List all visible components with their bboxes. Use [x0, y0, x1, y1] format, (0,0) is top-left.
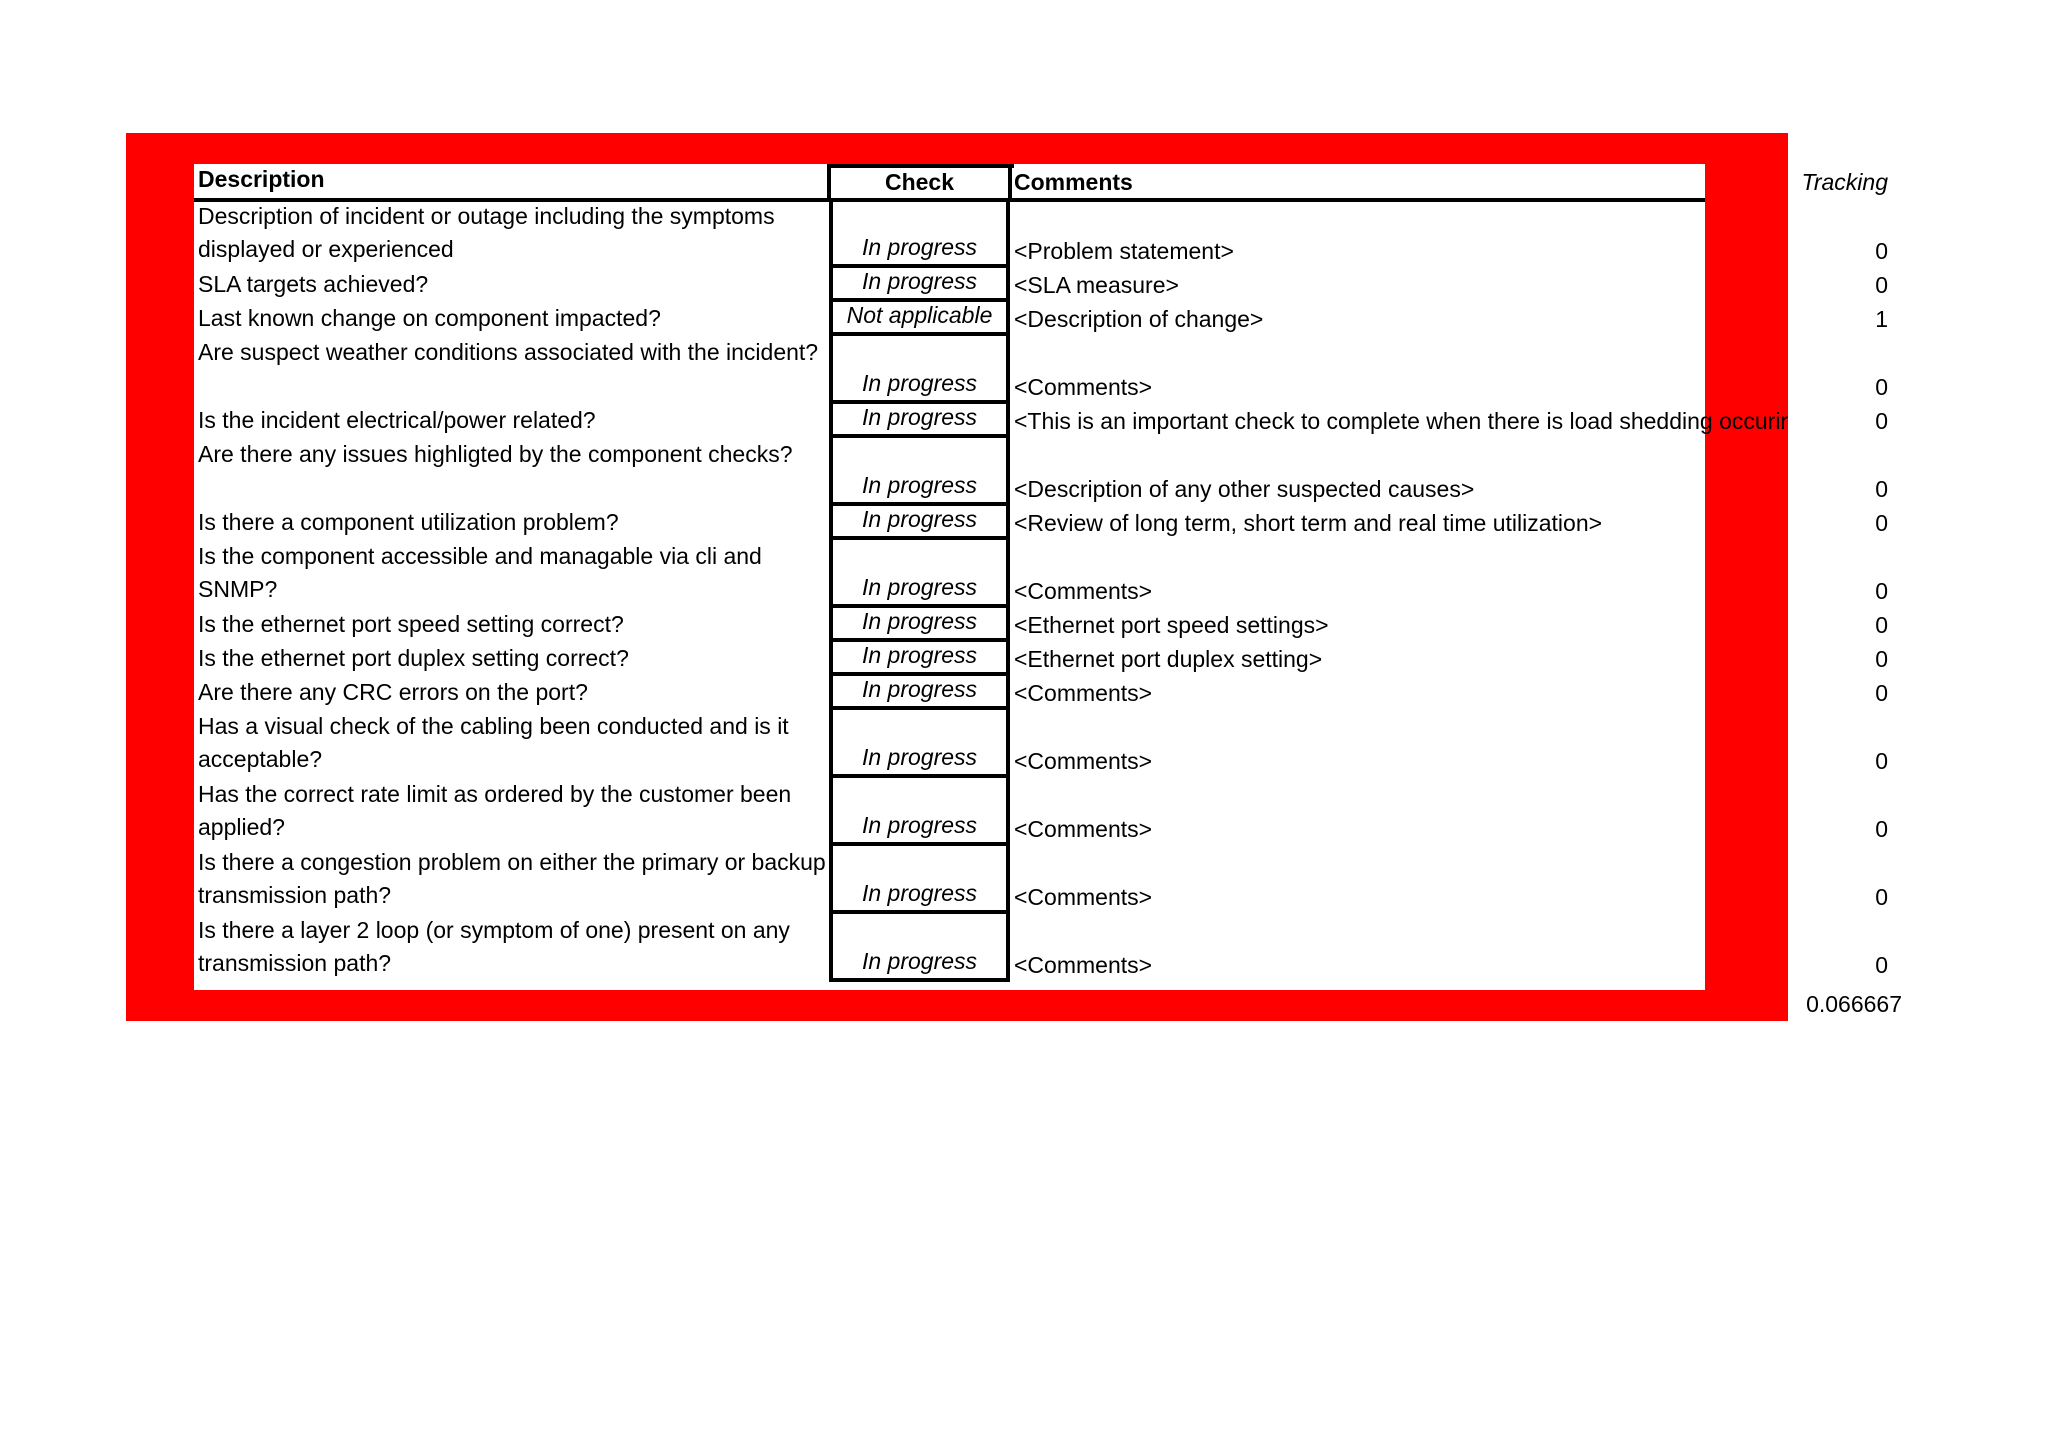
- row-tracking-value: 0: [1875, 272, 1888, 298]
- row-tracking-value: 0: [1875, 476, 1888, 502]
- header-top-border: [829, 164, 1014, 168]
- row-tracking-value: 0: [1875, 612, 1888, 638]
- row-check-status[interactable]: In progress: [829, 642, 1010, 676]
- row-check-status[interactable]: In progress: [829, 200, 1010, 268]
- row-description: SLA targets achieved?: [198, 271, 429, 297]
- row-comment: <Problem statement>: [1014, 238, 1234, 264]
- row-check-status[interactable]: In progress: [829, 778, 1010, 846]
- header-tracking: Tracking: [1801, 169, 1888, 195]
- row-check-status[interactable]: In progress: [829, 676, 1010, 710]
- row-tracking-value: 0: [1875, 680, 1888, 706]
- row-comment: <Comments>: [1014, 952, 1153, 978]
- row-check-status[interactable]: In progress: [829, 914, 1010, 982]
- row-comment: <Comments>: [1014, 374, 1153, 400]
- row-comment: <Comments>: [1014, 680, 1153, 706]
- row-description: Has a visual check of the cabling been conducted and is it acceptable?: [198, 713, 789, 772]
- row-comment: <Review of long term, short term and real time utilization>: [1014, 510, 1603, 536]
- row-description: Is there a component utilization problem?: [198, 509, 619, 535]
- row-check-status[interactable]: In progress: [829, 268, 1010, 302]
- row-comment: <Ethernet port speed settings>: [1014, 612, 1329, 638]
- row-tracking-value: 0: [1875, 884, 1888, 910]
- row-comment: <Description of any other suspected causes>: [1014, 476, 1475, 502]
- row-comment: <Comments>: [1014, 816, 1153, 842]
- row-tracking-value: 0: [1875, 578, 1888, 604]
- row-comment: <This is an important check to complete when there is load shedding occurir: [1014, 408, 1789, 434]
- row-description: Is the ethernet port duplex setting correct?: [198, 645, 629, 671]
- header-check: Check: [884, 169, 955, 195]
- header-comments: Comments: [1014, 169, 1133, 195]
- row-description: Is there a layer 2 loop (or symptom of one) present on any transmission path?: [198, 917, 790, 976]
- row-description: Description of incident or outage including the symptoms displayed or experienced: [198, 203, 775, 262]
- row-description: Is the incident electrical/power related?: [198, 407, 596, 433]
- row-check-status[interactable]: In progress: [829, 438, 1010, 506]
- row-tracking-value: 0: [1875, 816, 1888, 842]
- row-description: Are suspect weather conditions associated with the incident?: [198, 339, 819, 365]
- row-comment: <SLA measure>: [1014, 272, 1179, 298]
- row-tracking-value: 0: [1875, 748, 1888, 774]
- header-left-divider: [827, 164, 831, 200]
- row-check-status[interactable]: In progress: [829, 608, 1010, 642]
- tracking-total: 0.066667: [1806, 991, 1902, 1017]
- row-check-status[interactable]: In progress: [829, 846, 1010, 914]
- row-tracking-value: 0: [1875, 952, 1888, 978]
- row-description: Last known change on component impacted?: [198, 305, 661, 331]
- row-tracking-value: 1: [1875, 306, 1888, 332]
- row-comment: <Comments>: [1014, 578, 1153, 604]
- row-description: Is there a congestion problem on either the primary or backup transmission path?: [198, 849, 826, 908]
- row-tracking-value: 0: [1875, 646, 1888, 672]
- row-check-status[interactable]: In progress: [829, 336, 1010, 404]
- row-check-status[interactable]: In progress: [829, 506, 1010, 540]
- row-description: Are there any issues highligted by the component checks?: [198, 441, 793, 467]
- row-check-status[interactable]: In progress: [829, 540, 1010, 608]
- row-check-status[interactable]: In progress: [829, 404, 1010, 438]
- header-right-divider: [1008, 164, 1012, 200]
- row-check-status[interactable]: Not applicable: [829, 302, 1010, 336]
- row-comment: <Comments>: [1014, 748, 1153, 774]
- header-description: Description: [198, 166, 325, 192]
- row-tracking-value: 0: [1875, 374, 1888, 400]
- row-comment: <Ethernet port duplex setting>: [1014, 646, 1323, 672]
- row-description: Are there any CRC errors on the port?: [198, 679, 588, 705]
- row-tracking-value: 0: [1875, 510, 1888, 536]
- row-comment: <Comments>: [1014, 884, 1153, 910]
- row-comment: <Description of change>: [1014, 306, 1264, 332]
- row-description: Is the component accessible and managable via cli and SNMP?: [198, 543, 762, 602]
- row-tracking-value: 0: [1875, 408, 1888, 434]
- row-description: Has the correct rate limit as ordered by the customer been applied?: [198, 781, 792, 840]
- row-description: Is the ethernet port speed setting correct?: [198, 611, 624, 637]
- row-tracking-value: 0: [1875, 238, 1888, 264]
- row-check-status[interactable]: In progress: [829, 710, 1010, 778]
